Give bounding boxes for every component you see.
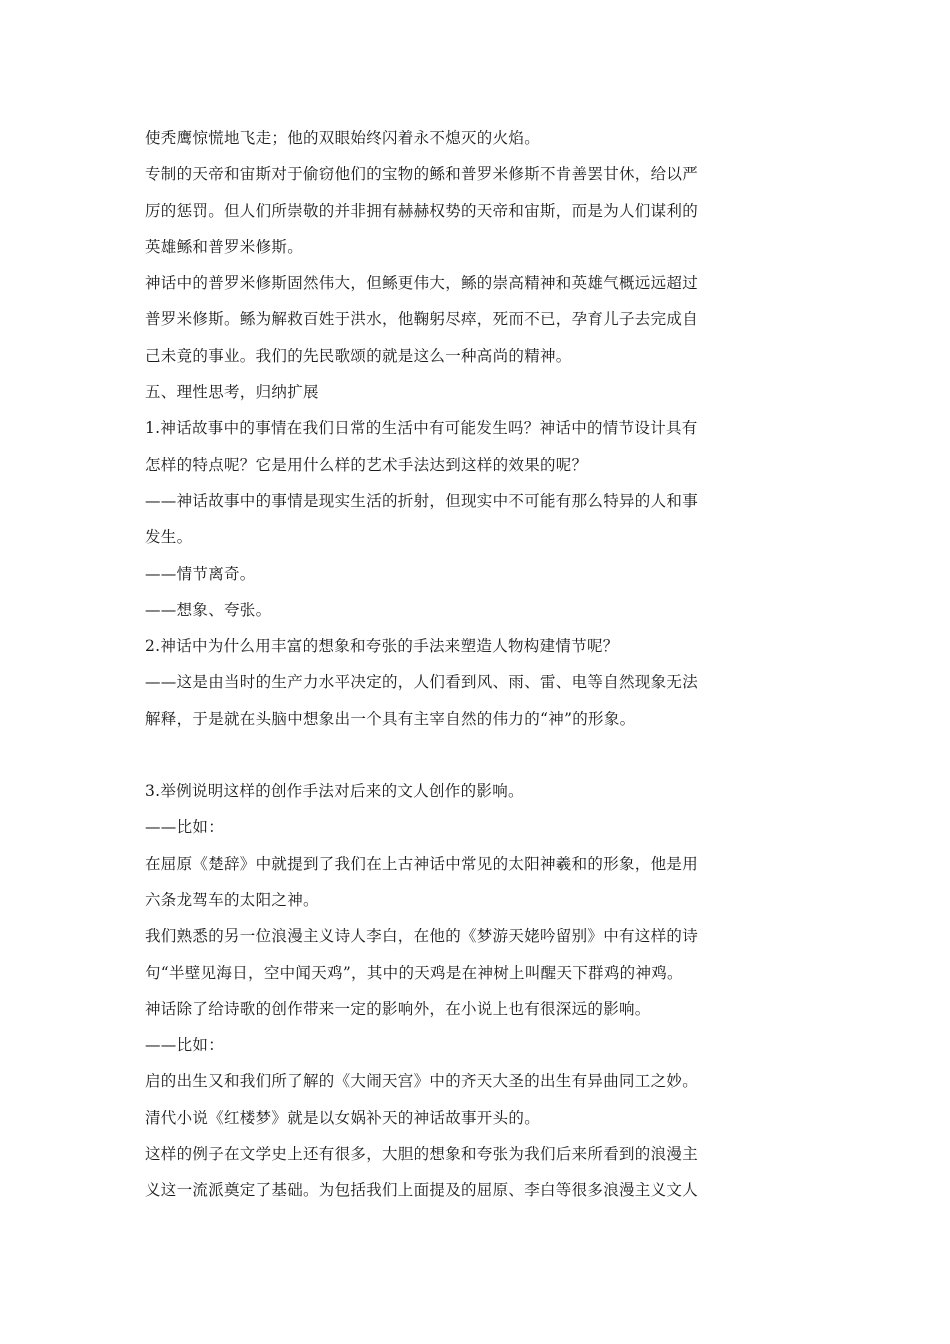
text-line: 在屈原《楚辞》中就提到了我们在上古神话中常见的太阳神羲和的形象，他是用 xyxy=(145,854,699,873)
text-line: 启的出生又和我们所了解的《大闹天宫》中的齐天大圣的出生有异曲同工之妙。 xyxy=(145,1072,699,1091)
text-line: 己未竟的事业。我们的先民歌颂的就是这么一种高尚的精神。 xyxy=(145,346,572,365)
text-line: 解释，于是就在头脑中想象出一个具有主宰自然的伟力的“神”的形象。 xyxy=(145,709,636,728)
paragraph-gap xyxy=(145,737,745,773)
text-line: 厉的惩罚。但人们所崇敬的并非拥有赫赫权势的天帝和宙斯，而是为人们谋利的 xyxy=(145,201,699,220)
section-b xyxy=(145,773,745,1209)
answer-line: ——这是由当时的生产力水平决定的，人们看到风、雨、雷、电等自然现象无法 xyxy=(145,673,699,692)
document-page xyxy=(145,120,745,1209)
text-line: 神话中的普罗米修斯固然伟大，但鲧更伟大，鲧的崇高精神和英雄气概远远超过 xyxy=(145,274,699,293)
text-line: 使秃鹰惊慌地飞走；他的双眼始终闪着永不熄灭的火焰。 xyxy=(145,129,541,147)
text-line: 六条龙驾车的太阳之神。 xyxy=(145,890,319,909)
text-line: 怎样的特点呢？它是用什么样的艺术手法达到这样的效果的呢？ xyxy=(145,455,588,474)
question-1: 1.神话故事中的事情在我们日常的生活中有可能发生吗？神话中的情节设计具有 xyxy=(145,419,698,438)
question-3: 3.举例说明这样的创作手法对后来的文人创作的影响。 xyxy=(145,782,524,801)
question-2: 2.神话中为什么用丰富的想象和夸张的手法来塑造人物构建情节呢？ xyxy=(145,637,619,656)
answer-line: ——想象、夸张。 xyxy=(145,600,272,619)
answer-line: ——比如： xyxy=(145,818,225,837)
text-line: 清代小说《红楼梦》就是以女娲补天的神话故事开头的。 xyxy=(145,1108,541,1127)
answer-line: ——比如： xyxy=(145,1036,225,1055)
text-line: 发生。 xyxy=(145,528,193,547)
text-line: 义这一流派奠定了基础。为包括我们上面提及的屈原、李白等很多浪漫主义文人 xyxy=(145,1181,699,1200)
text-line: 普罗米修斯。鲧为解救百姓于洪水，他鞠躬尽瘁，死而不已，孕育儿子去完成自 xyxy=(145,310,699,329)
section-a xyxy=(145,120,745,737)
text-line: 专制的天帝和宙斯对于偷窃他们的宝物的鲧和普罗米修斯不肯善罢甘休，给以严 xyxy=(145,165,699,184)
text-line: 我们熟悉的另一位浪漫主义诗人李白，在他的《梦游天姥吟留别》中有这样的诗 xyxy=(145,927,699,946)
text-line: 这样的例子在文学史上还有很多，大胆的想象和夸张为我们后来所看到的浪漫主 xyxy=(145,1145,699,1164)
text-line: 英雄鲧和普罗米修斯。 xyxy=(145,237,304,256)
text-line: 神话除了给诗歌的创作带来一定的影响外，在小说上也有很深远的影响。 xyxy=(145,999,651,1018)
answer-line: ——情节离奇。 xyxy=(145,564,256,583)
answer-line: ——神话故事中的事情是现实生活的折射，但现实中不可能有那么特异的人和事 xyxy=(145,491,699,510)
text-line: 句“半壁见海日，空中闻天鸡”，其中的天鸡是在神树上叫醒天下群鸡的神鸡。 xyxy=(145,963,683,982)
section-heading: 五、理性思考，归纳扩展 xyxy=(145,383,319,402)
